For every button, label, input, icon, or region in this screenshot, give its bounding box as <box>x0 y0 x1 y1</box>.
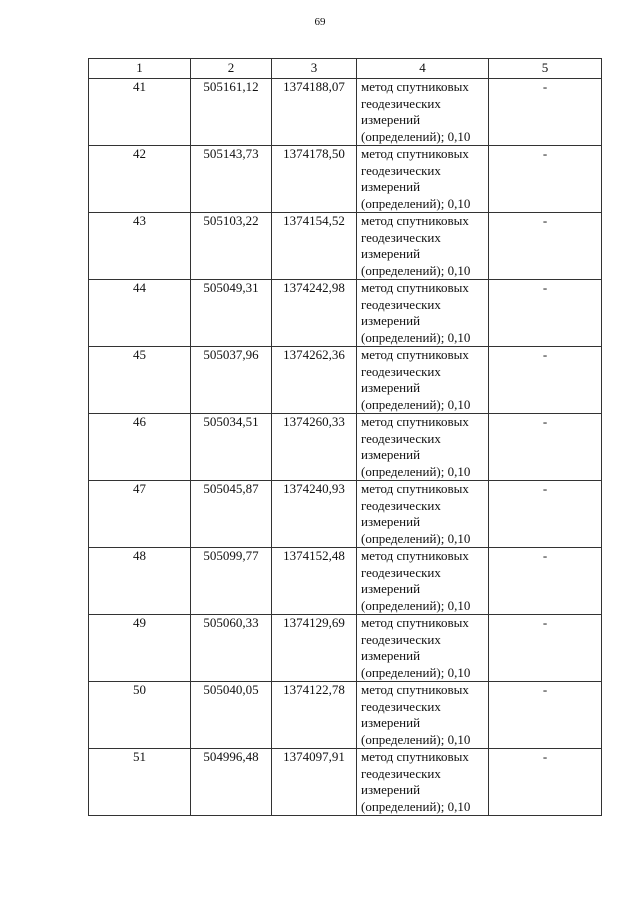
method-description <box>357 481 489 548</box>
method-line: (определений); 0,10 <box>361 463 471 479</box>
point-number: 44 <box>89 280 191 347</box>
coordinate-y: 1374129,69 <box>272 615 357 682</box>
table-row <box>89 79 602 146</box>
point-number: 42 <box>89 146 191 213</box>
method-description <box>357 347 489 414</box>
method-description <box>357 213 489 280</box>
table-row <box>89 615 602 682</box>
coordinate-y: 1374240,93 <box>272 481 357 548</box>
table-row <box>89 146 602 213</box>
header-col-2: 2 <box>191 59 272 79</box>
method-line: геодезических <box>361 229 441 245</box>
method-line: измерений <box>361 313 421 328</box>
method-line: измерений <box>361 581 421 596</box>
method-line: метод спутниковых <box>361 146 469 161</box>
coordinate-x: 505103,22 <box>191 213 272 280</box>
method-line: измерений <box>361 447 421 462</box>
coordinate-x: 505143,73 <box>191 146 272 213</box>
coordinate-y: 1374242,98 <box>272 280 357 347</box>
method-description <box>357 146 489 213</box>
coordinate-x: 505034,51 <box>191 414 272 481</box>
method-line: (определений); 0,10 <box>361 329 471 345</box>
note: - <box>489 749 602 816</box>
method-description <box>357 414 489 481</box>
header-col-5: 5 <box>489 59 602 79</box>
method-line: метод спутниковых <box>361 280 469 295</box>
method-line: (определений); 0,10 <box>361 731 471 747</box>
method-description <box>357 280 489 347</box>
table-row <box>89 682 602 749</box>
method-line: измерений <box>361 380 421 395</box>
method-line: (определений); 0,10 <box>361 597 471 613</box>
table-row <box>89 213 602 280</box>
point-number: 43 <box>89 213 191 280</box>
note: - <box>489 280 602 347</box>
method-line: метод спутниковых <box>361 347 469 362</box>
method-line: геодезических <box>361 698 441 714</box>
coordinate-y: 1374262,36 <box>272 347 357 414</box>
coordinate-x: 505037,96 <box>191 347 272 414</box>
method-line: измерений <box>361 112 421 127</box>
table-row <box>89 347 602 414</box>
point-number: 45 <box>89 347 191 414</box>
point-number: 48 <box>89 548 191 615</box>
method-line: метод спутниковых <box>361 79 469 94</box>
method-line: измерений <box>361 514 421 529</box>
note: - <box>489 146 602 213</box>
header-col-4: 4 <box>357 59 489 79</box>
method-line: геодезических <box>361 430 441 446</box>
method-line: геодезических <box>361 296 441 312</box>
note: - <box>489 615 602 682</box>
table-row <box>89 548 602 615</box>
coordinate-x: 505040,05 <box>191 682 272 749</box>
point-number: 49 <box>89 615 191 682</box>
coordinate-x: 505099,77 <box>191 548 272 615</box>
coordinate-x: 504996,48 <box>191 749 272 816</box>
point-number: 46 <box>89 414 191 481</box>
method-line: (определений); 0,10 <box>361 396 471 412</box>
note: - <box>489 347 602 414</box>
method-line: измерений <box>361 246 421 261</box>
note: - <box>489 548 602 615</box>
method-line: геодезических <box>361 497 441 513</box>
coordinate-y: 1374260,33 <box>272 414 357 481</box>
note: - <box>489 481 602 548</box>
point-number: 47 <box>89 481 191 548</box>
method-line: метод спутниковых <box>361 615 469 630</box>
point-number: 51 <box>89 749 191 816</box>
method-line: измерений <box>361 715 421 730</box>
header-row <box>89 59 602 79</box>
method-description <box>357 615 489 682</box>
coordinate-y: 1374152,48 <box>272 548 357 615</box>
coordinate-y: 1374178,50 <box>272 146 357 213</box>
method-line: метод спутниковых <box>361 548 469 563</box>
method-line: метод спутниковых <box>361 213 469 228</box>
method-description <box>357 548 489 615</box>
method-line: (определений); 0,10 <box>361 128 471 144</box>
method-line: (определений); 0,10 <box>361 664 471 680</box>
note: - <box>489 79 602 146</box>
method-line: метод спутниковых <box>361 481 469 496</box>
coordinate-y: 1374122,78 <box>272 682 357 749</box>
method-line: измерений <box>361 782 421 797</box>
coordinate-y: 1374188,07 <box>272 79 357 146</box>
method-line: геодезических <box>361 765 441 781</box>
method-line: геодезических <box>361 564 441 580</box>
coordinate-y: 1374154,52 <box>272 213 357 280</box>
note: - <box>489 213 602 280</box>
method-line: (определений); 0,10 <box>361 798 471 814</box>
note: - <box>489 414 602 481</box>
table-row <box>89 414 602 481</box>
coordinate-x: 505045,87 <box>191 481 272 548</box>
header-col-1: 1 <box>89 59 191 79</box>
method-line: измерений <box>361 648 421 663</box>
method-line: геодезических <box>361 363 441 379</box>
method-description <box>357 79 489 146</box>
coordinate-x: 505161,12 <box>191 79 272 146</box>
table-row <box>89 749 602 816</box>
note: - <box>489 682 602 749</box>
method-description <box>357 682 489 749</box>
method-line: метод спутниковых <box>361 682 469 697</box>
method-line: (определений); 0,10 <box>361 530 471 546</box>
method-line: (определений); 0,10 <box>361 195 471 211</box>
coordinate-x: 505049,31 <box>191 280 272 347</box>
method-line: геодезических <box>361 631 441 647</box>
coordinates-table <box>88 58 602 816</box>
point-number: 41 <box>89 79 191 146</box>
method-line: измерений <box>361 179 421 194</box>
table-row <box>89 481 602 548</box>
page-number: 69 <box>314 16 326 28</box>
method-line: (определений); 0,10 <box>361 262 471 278</box>
table-row <box>89 280 602 347</box>
method-description <box>357 749 489 816</box>
header-col-3: 3 <box>272 59 357 79</box>
coordinate-y: 1374097,91 <box>272 749 357 816</box>
method-line: метод спутниковых <box>361 749 469 764</box>
method-line: метод спутниковых <box>361 414 469 429</box>
method-line: геодезических <box>361 162 441 178</box>
coordinate-x: 505060,33 <box>191 615 272 682</box>
method-line: геодезических <box>361 95 441 111</box>
point-number: 50 <box>89 682 191 749</box>
